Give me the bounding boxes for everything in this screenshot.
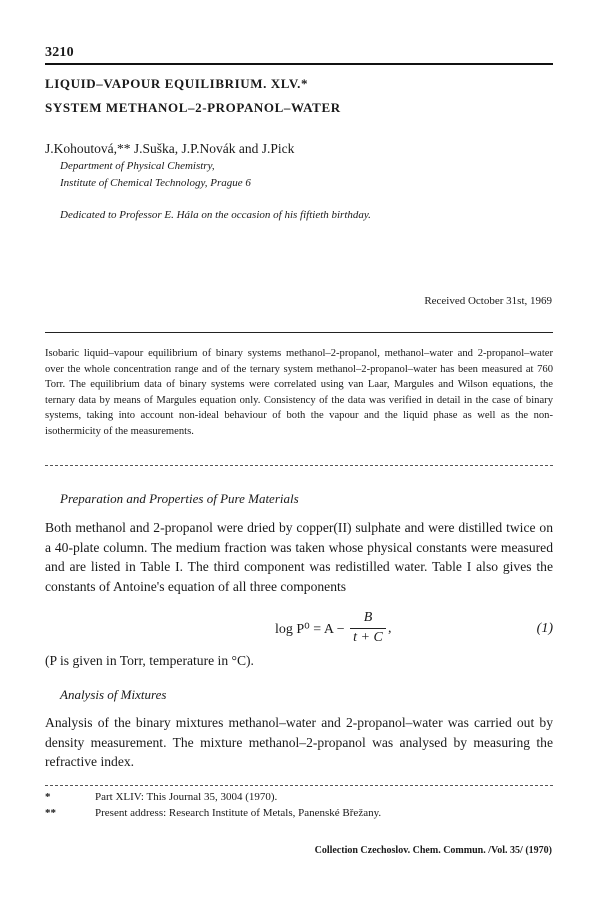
header-rule bbox=[45, 63, 553, 65]
footnote-mark: * bbox=[45, 791, 51, 803]
affiliation-line-1: Department of Physical Chemistry, bbox=[60, 160, 215, 172]
article-title-line-2: SYSTEM METHANOL–2-PROPANOL–WATER bbox=[45, 100, 341, 115]
paragraph-preparation: Both methanol and 2-propanol were dried by copper(II) sulphate and were distilled twice on a 40-plate column. The medium fraction was taken whose physical constants were measured and are listed in Table I. The third component was redistilled water. Table I also gives the constants of Antoine's equation of all three components bbox=[45, 520, 553, 594]
footnote-2 bbox=[45, 807, 381, 819]
abstract-top-rule bbox=[45, 332, 553, 333]
received-date: Received October 31st, 1969 bbox=[424, 295, 552, 307]
article-title-line-1: LIQUID–VAPOUR EQUILIBRIUM. XLV.* bbox=[45, 76, 309, 91]
abstract-bottom-rule bbox=[45, 465, 553, 466]
equation-denominator: t + C bbox=[353, 630, 383, 645]
authors: J.Kohoutová,** J.Suška, J.P.Novák and J.Pick bbox=[45, 141, 295, 156]
affiliation-line-2: Institute of Chemical Technology, Prague 6 bbox=[60, 177, 251, 189]
paragraph-analysis: Analysis of the binary mixtures methanol–water and 2-propanol–water was carried out by density measurement. The mixture methanol–2-propanol was analysed by measuring the refractive index. bbox=[45, 715, 553, 770]
equation-comma: , bbox=[388, 621, 392, 636]
footnote-text: Part XLIV: This Journal 35, 3004 (1970). bbox=[95, 791, 278, 803]
abstract: Isobaric liquid–vapour equilibrium of binary systems methanol–2-propanol, methanol–water and 2-propanol–water over the whole concentration range and of the ternary system methanol–2-propanol–water has been measured at 760 Torr. The equilibrium data of binary systems were correlated using van Laar, Margules and Wilson equations, the ternary data by means of Margules equation only. Consistency of the data was verified in detail in the case of binary systems, taking into account non-ideal behaviour of both the vapour and the liquid phase as well as the non-isothermicity of the measurements. bbox=[45, 348, 553, 437]
section-heading-preparation: Preparation and Properties of Pure Materials bbox=[60, 491, 299, 506]
equation-numerator: B bbox=[350, 610, 386, 629]
equation-number: (1) bbox=[536, 621, 553, 636]
footnote-mark: ** bbox=[45, 807, 56, 819]
equation-note: (P is given in Torr, temperature in °C). bbox=[45, 653, 254, 668]
footnote-rule bbox=[45, 785, 553, 786]
dedication: Dedicated to Professor E. Hála on the occasion of his fiftieth birthday. bbox=[60, 209, 371, 221]
footnote-1 bbox=[45, 791, 277, 803]
equation-fraction bbox=[350, 610, 386, 646]
page-number: 3210 bbox=[45, 45, 74, 60]
equation-lhs: log P⁰ = A − bbox=[275, 622, 345, 637]
footnote-text: Present address: Research Institute of Metals, Panenské Břežany. bbox=[95, 807, 382, 819]
journal-citation: Collection Czechoslov. Chem. Commun. /Vol. 35/ (1970) bbox=[314, 845, 552, 856]
section-heading-analysis: Analysis of Mixtures bbox=[60, 687, 167, 702]
